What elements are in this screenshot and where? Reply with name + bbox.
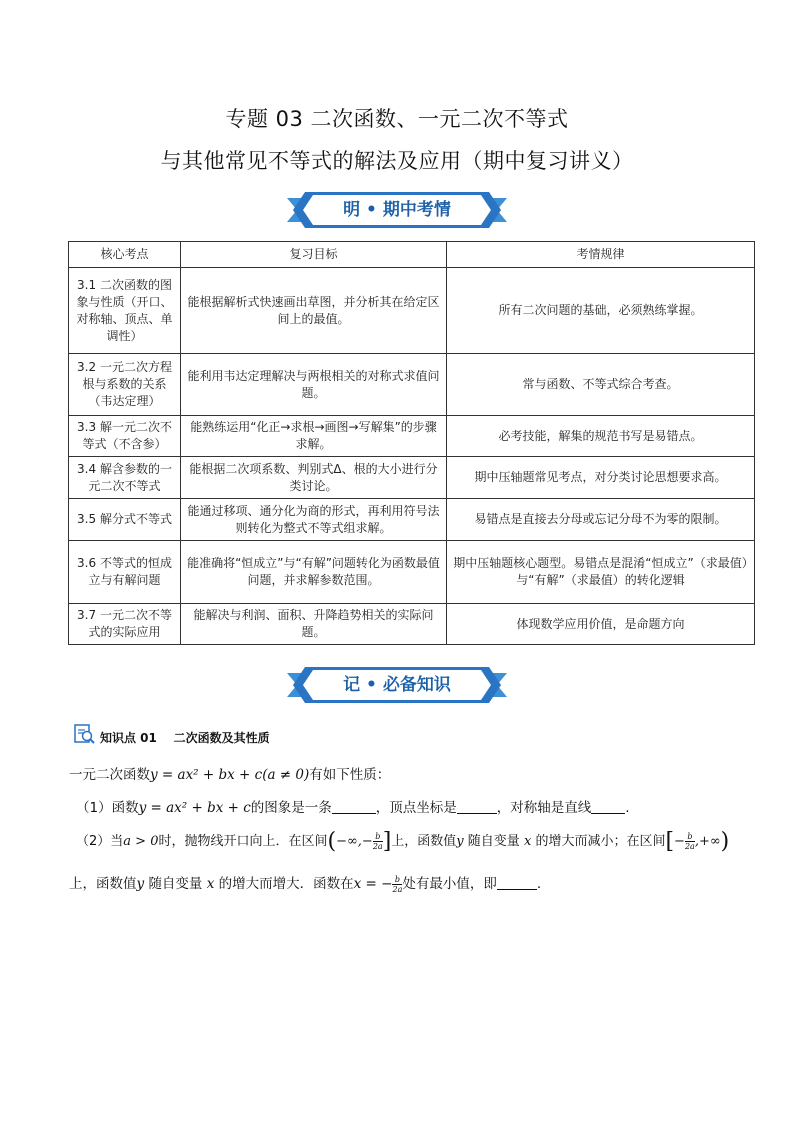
text: . — [536, 876, 542, 892]
cell-pattern: 期中压轴题常见考点，对分类讨论思想要求高。 — [447, 457, 755, 499]
header-exam-pattern: 考情规律 — [447, 242, 755, 268]
cell-topic: 3.6 不等式的恒成立与有解问题 — [69, 541, 181, 604]
table-row — [69, 499, 755, 541]
cell-pattern: 体现数学应用价值，是命题方向 — [447, 604, 755, 645]
text: ，对称轴是直线 — [496, 800, 592, 816]
exam-overview-table — [68, 241, 755, 645]
numerator: b — [373, 832, 383, 842]
formula: − — [674, 834, 685, 849]
blank-min-value[interactable] — [497, 875, 537, 890]
knowledge-point-label: 知识点 01 — [100, 731, 157, 745]
text: 有如下性质： — [309, 767, 391, 783]
knowledge-point-title: 二次函数及其性质 — [173, 731, 270, 745]
formula: x — [206, 876, 215, 892]
intro-line — [69, 763, 390, 783]
property-2-continued-line — [69, 872, 541, 894]
interval-bracket: ( — [327, 829, 337, 854]
section-banner-exam-situation — [287, 191, 507, 229]
property-1-line — [76, 796, 630, 816]
interval-bracket: [ — [665, 829, 675, 854]
formula: y — [136, 876, 145, 892]
text: 随自变量 — [148, 876, 203, 892]
formula: x — [523, 834, 532, 849]
text: （1）函数 — [76, 800, 139, 816]
cell-pattern: 易错点是直接去分母或忘记分母不为零的限制。 — [447, 499, 755, 541]
text: 的增大而减小；在区间 — [535, 834, 666, 849]
numerator: b — [392, 875, 402, 885]
denominator: 2a — [392, 884, 403, 894]
interval-bracket: ) — [720, 829, 730, 854]
property-2-line — [76, 829, 729, 854]
header-core-topic: 核心考点 — [69, 242, 181, 268]
text: 的图象是一条 — [250, 800, 332, 816]
table-row — [69, 416, 755, 457]
cell-topic: 3.5 解分式不等式 — [69, 499, 181, 541]
blank-axis[interactable] — [591, 799, 625, 814]
text: 的增大而增大．函数在 — [218, 876, 354, 892]
blank-vertex[interactable] — [457, 799, 497, 814]
cell-topic: 3.2 一元二次方程根与系数的关系（韦达定理） — [69, 354, 181, 416]
cell-pattern: 所有二次问题的基础，必须熟练掌握。 — [447, 268, 755, 354]
magnifier-book-icon — [74, 723, 96, 748]
text: . — [625, 800, 630, 816]
formula: y = ax² + bx + c(a ≠ 0) — [150, 767, 310, 783]
cell-goal: 能利用韦达定理解决与两根相关的对称式求值问题。 — [181, 354, 447, 416]
table-row — [69, 604, 755, 645]
table-row — [69, 354, 755, 416]
blank-curve-type[interactable] — [332, 799, 376, 814]
text: （2）当 — [76, 834, 124, 849]
formula: x = − — [353, 876, 393, 892]
table-row — [69, 541, 755, 604]
formula: y — [456, 834, 464, 849]
numerator: b — [685, 832, 695, 842]
text: 处有最小值，即 — [402, 876, 497, 892]
header-review-goal: 复习目标 — [181, 242, 447, 268]
page-title-line1: 专题 03 二次函数、一元二次不等式 — [225, 107, 569, 131]
section-banner-essential-knowledge — [287, 666, 507, 704]
interval-bracket: ] — [382, 829, 392, 854]
cell-topic: 3.7 一元二次不等式的实际应用 — [69, 604, 181, 645]
page-title-line2: 与其他常见不等式的解法及应用（期中复习讲义） — [160, 149, 634, 173]
cell-pattern: 期中压轴题核心题型。易错点是混淆“恒成立”（求最值）与“有解”（求最值）的转化逻辑 — [447, 541, 755, 604]
cell-topic: 3.3 解一元二次不等式（不含参） — [69, 416, 181, 457]
banner-title: 记 • 必备知识 — [343, 675, 451, 695]
banner-title: 明 • 期中考情 — [343, 200, 451, 220]
text: ，顶点坐标是 — [375, 800, 457, 816]
formula: a > 0 — [123, 834, 159, 849]
cell-pattern: 常与函数、不等式综合考查。 — [447, 354, 755, 416]
fraction — [685, 832, 695, 851]
text: 一元二次函数 — [69, 767, 150, 783]
cell-goal: 能解决与利润、面积、升降趋势相关的实际问题。 — [181, 604, 447, 645]
text: 时，抛物线开口向上．在区间 — [158, 834, 328, 849]
cell-goal: 能准确将“恒成立”与“有解”问题转化为函数最值问题，并求解参数范围。 — [181, 541, 447, 604]
cell-topic: 3.4 解含参数的一元二次不等式 — [69, 457, 181, 499]
denominator: 2a — [372, 842, 383, 851]
text: 上，函数值 — [391, 834, 457, 849]
cell-pattern: 必考技能，解集的规范书写是易错点。 — [447, 416, 755, 457]
table-header-row — [69, 242, 755, 268]
formula: −∞,− — [336, 834, 373, 849]
fraction — [373, 832, 383, 851]
formula: ,+∞ — [694, 834, 721, 849]
cell-goal: 能熟练运用“化正→求根→画图→写解集”的步骤求解。 — [181, 416, 447, 457]
text: 上，函数值 — [69, 876, 137, 892]
formula: y = ax² + bx + c — [138, 800, 251, 816]
cell-goal: 能通过移项、通分化为商的形式，再利用符号法则转化为整式不等式组求解。 — [181, 499, 447, 541]
cell-topic: 3.1 二次函数的图象与性质（开口、对称轴、顶点、单调性） — [69, 268, 181, 354]
fraction — [392, 875, 402, 894]
cell-goal: 能根据二次项系数、判别式Δ、根的大小进行分类讨论。 — [181, 457, 447, 499]
table-row — [69, 457, 755, 499]
denominator: 2a — [684, 842, 695, 851]
table-row — [69, 268, 755, 354]
text: 随自变量 — [467, 834, 520, 849]
cell-goal: 能根据解析式快速画出草图，并分析其在给定区间上的最值。 — [181, 268, 447, 354]
